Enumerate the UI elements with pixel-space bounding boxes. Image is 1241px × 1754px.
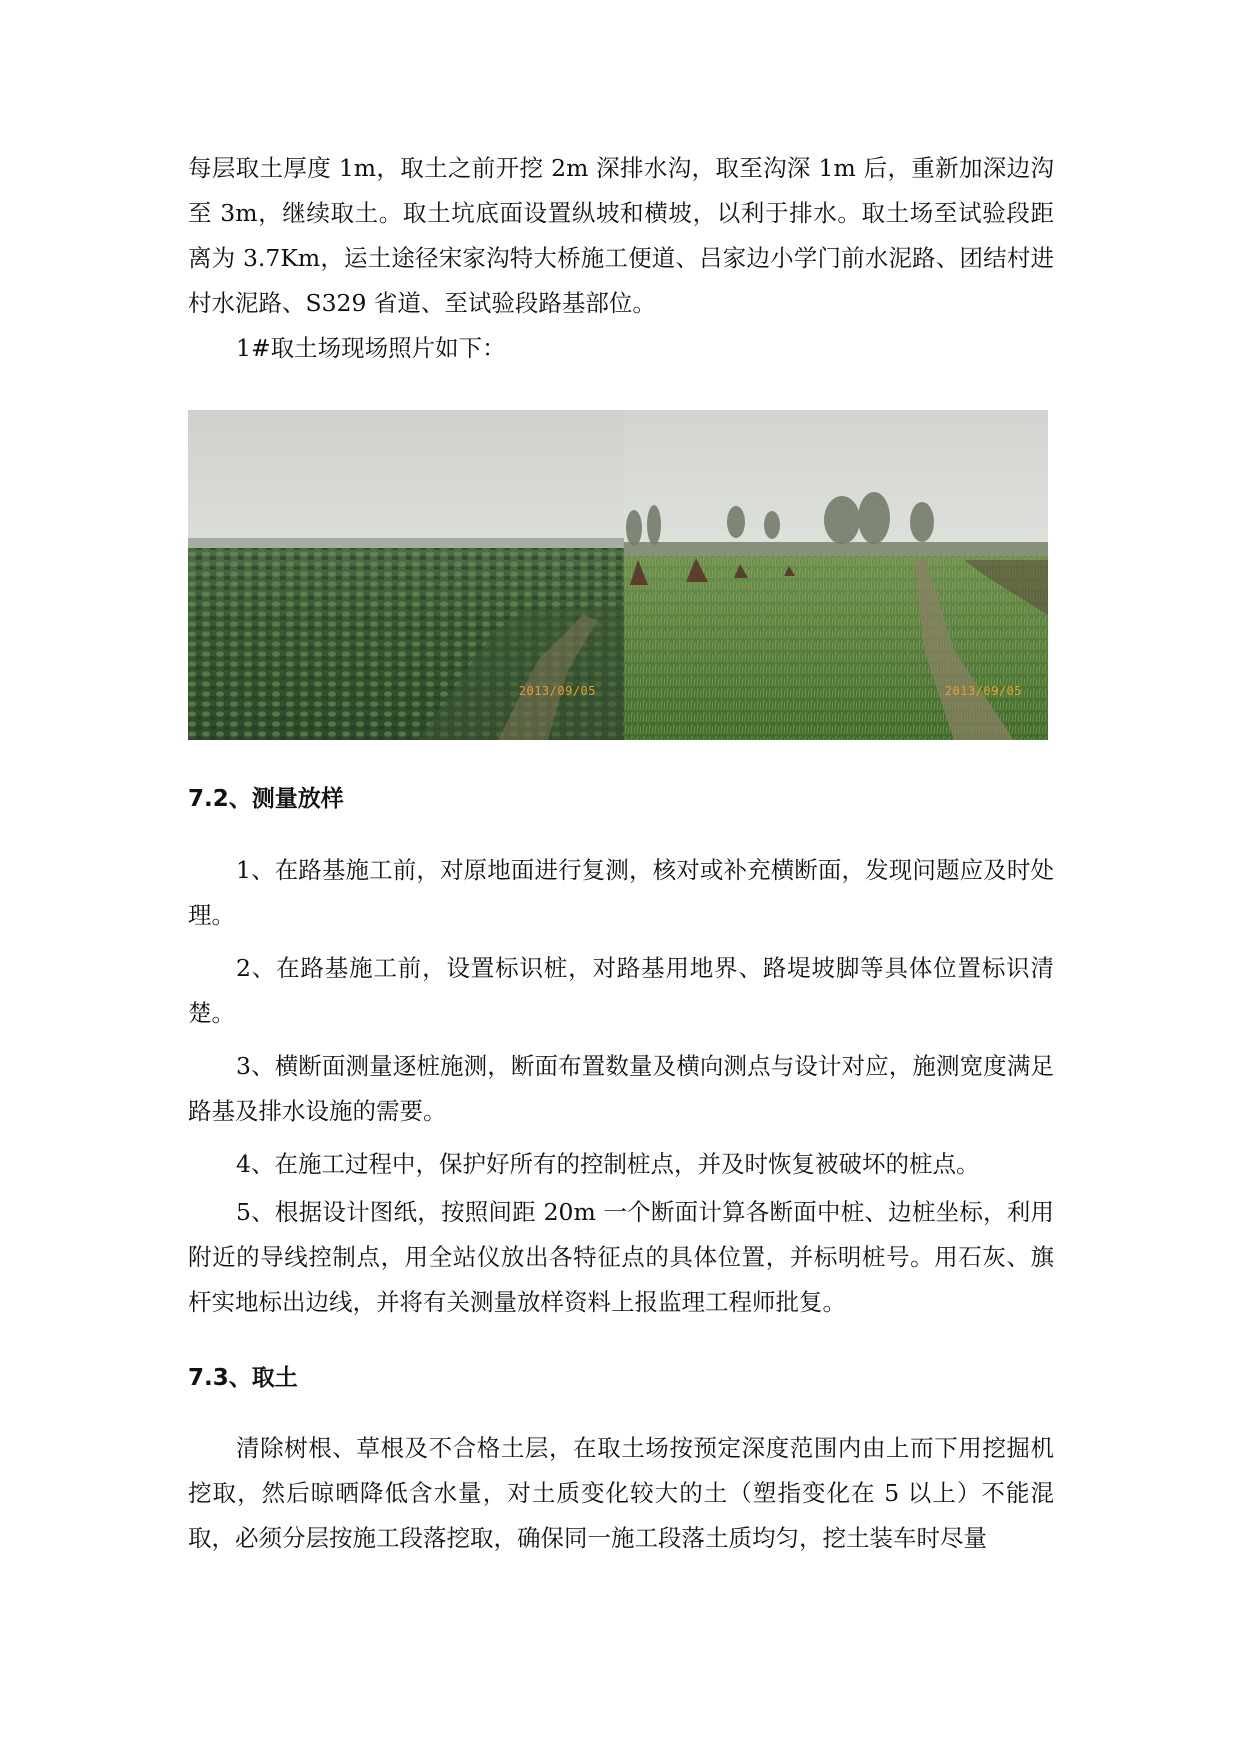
section-heading-7-2: 7.2、测量放样 [188,786,344,812]
list-item: 1、在路基施工前，对原地面进行复测，核对或补充横断面，发现问题应及时处理。 [188,856,1054,929]
intro-paragraph: 每层取土厚度 1m，取土之前开挖 2m 深排水沟，取至沟深 1m 后，重新加深边沟至 3m，继续取土。取土坑底面设置纵坡和横坡，以利于排水。取土场至试验段距离为 3.7Km，运土途径宋家沟特大桥施工便道、吕家边小学门前水泥路、团结村进村水泥路、S329 省道、至试验段路基部位。 [188,154,1054,317]
crop-field-photo [188,410,624,740]
date-stamp: 2013/09/05 [944,684,1022,698]
list-item: 2、在路基施工前，设置标识桩，对路基用地界、路堤坡脚等具体位置标识清楚。 [188,954,1054,1027]
list-item: 3、横断面测量逐桩施测，断面布置数量及横向测点与设计对应，施测宽度满足路基及排水设施的需要。 [188,1052,1054,1125]
list-item: 4、在施工过程中，保护好所有的控制桩点，并及时恢复被破坏的桩点。 [236,1150,980,1178]
grass-field-dirt-road-photo [624,410,1048,740]
section-heading-7-3: 7.3、取土 [188,1365,298,1391]
photo-caption: 1#取土场现场照片如下： [236,334,506,362]
date-stamp: 2013/09/05 [518,684,596,698]
list-item: 5、根据设计图纸，按照间距 20m 一个断面计算各断面中桩、边桩坐标，利用附近的导线控制点，用全站仪放出各特征点的具体位置，并标明桩号。用石灰、旗杆实地标出边线，并将有关测量放样资料上报监理工程师批复。 [188,1198,1054,1316]
body-paragraph: 清除树根、草根及不合格土层，在取土场按预定深度范围内由上而下用挖掘机挖取，然后晾晒降低含水量，对土质变化较大的土（塑指变化在 5 以上）不能混取，必须分层按施工段落挖取，确保同一施工段落土质均匀，挖土装车时尽量 [188,1434,1054,1552]
